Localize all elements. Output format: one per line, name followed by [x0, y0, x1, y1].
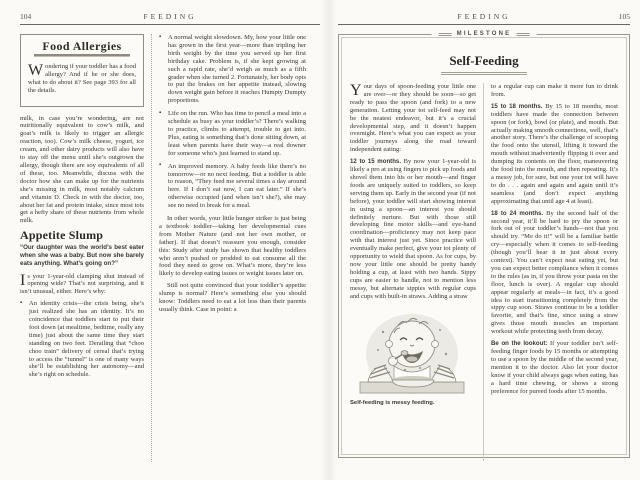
page-number-right: 105: [618, 12, 630, 21]
bullet-weight-slowdown: ▪ A normal weight slowdown. My, how your little one has grown in the first year—more than tripling her birth weight by the time you served up her first birthday cake. Problem is, if she kept growing at such a rapid rate, she’d weigh as much as a fifth grader when she turned 2. Fortunately, her body opts to put the brakes on her appetite instead, slowing down weight gain before it reaches Humpty Dumpty proportions.: [159, 34, 306, 105]
dropcap-i: I: [20, 271, 26, 289]
paragraph-18-to-24-months: 18 to 24 months. By the second half of the second year, it’ll be hard to pry the spoon or fork out of your toddler’s hands—not that you should try. “Me do it!” will be a familiar battle cry—especially when it comes to self-feeding (though you’ll hear it in just about every context). You can’t expect neat eating yet, but you can expect better compliance when it comes to the rules (as in, if you throw your pasta on the floor, lunch is over). A regular cup should appear regularly at meals—in fact, it’s a good idea to start transitioning completely from the sippy cup soon. Straws continue to be a toddler favorite, and that’s fine, since using a straw gives those mouth muscles an important workout while protecting teeth from decay.: [491, 209, 618, 336]
food-allergies-box: [20, 34, 144, 107]
paragraph-hunger-striker: In other words, your little hunger striker is just being a textbook toddler—taking her developmental cues from Mother Nature (and not her own mother, or father). If that doesn’t reassure you enough, consider this: Study after study has shown that healthy toddlers who aren’t pushed or prodded to eat consume all the food they need to grow on. What’s more, they’re less likely to develop eating issues or weight issues later on.: [159, 215, 306, 278]
page-number-left: 104: [20, 12, 32, 21]
paragraph-still-not-convinced: Still not quite convinced that your toddler’s appetite slump is normal? Here’s something else you should know: Toddlers need to eat a lot less than their parents usually think. Case in point: a: [159, 282, 306, 313]
dropcap-y: Y: [350, 83, 362, 99]
paragraph-12-to-15-months: 12 to 15 months. By now your 1-year-old is likely a pro at using fingers to pick up foods and shovel them into his or her mouth—and finger foods are uniquely suited to toddlers, so keep serving them up. Early in the second year (if not before), your toddler will start showing interest in using a spoon—an interest you should definitely nurture. But with those still developing fine motor skills—and eye-hand coordination—proficiency may not keep pace with that interest just yet. Since practice will eventually make perfect, give your tot plenty of opportunity to wield that spoon. As for cups, by now your little one should be pretty handy holding a cup, at least with two hands. Sippy cups are easier to handle, not to mention less messy, but alternate sippies with regular cups and cups with built-in straws. Adding a straw: [350, 158, 477, 300]
page-gutter-shadow: [321, 0, 337, 480]
running-head-title-left: FEEDING: [143, 12, 197, 21]
paragraph-15-to-18-months: 15 to 18 months. By 15 to 18 months, most toddlers have made the connection between spoon (or fork), bowl (or plate), and mouth. But actually making smooth connections, well, that’s another story. There’s the challenge of scooping the food onto the utensil, lifting it toward the mouth without inadvertently flipping it over and dumping its contents on the floor, maneuvering the food into the mouth, and then repeating. It’s a messy job, for sure, but one your tot will have to do . . . again and again and again until it’s seamless (and don’t expect anything approximating that until age 4 at least).: [491, 102, 618, 205]
milestone-inner-frame: [341, 37, 627, 455]
bullet-life-on-run: ▪ Life on the run. Who has time to pencil a meal into a schedule as busy as your toddler’s? There’s walking to practice, climbs to attempt, trouble to get into. Plus, eating is something that’s done sitting down, at least when parents have their way—a real downer for someone who’s just learned to stand up.: [159, 109, 306, 157]
paragraph-milk: milk, in case you’re wondering, are not nutritionally equivalent to cow’s milk, and goat’s milk is likely to trigger an allergic reaction, too). Cow’s milk cheese, yogurt, ice cream, and other dairy products will also have to stay off the menu until she’s outgrown the allergy, though there are soy equivalents of all of these, too. Meanwhile, discuss with the doctor how she can make up for the nutrients she’s missing in milk, most notably calcium and vitamin D. Check in with the doctor, too, about her fat and protein intake, since most tots get a hefty share of these nutrients from whole milk.: [20, 114, 144, 225]
title-rule: [34, 54, 130, 57]
lead-in-lookout: Be on the lookout:: [491, 340, 548, 348]
lead-in-12-15: 12 to 15 months.: [350, 158, 402, 166]
food-allergies-text: Wondering if your toddler has a food allergy? And if he or she does, what to do about it? See page 393 for all the details.: [28, 61, 136, 94]
running-header-right: [338, 12, 630, 25]
bullet-icon: ▪: [159, 109, 162, 116]
dropcap-w: W: [28, 61, 44, 79]
bullet-icon: ▪: [159, 162, 162, 169]
label-tick-left: [439, 33, 452, 36]
reader-quote: “Our daughter was the world’s best eater when she was a baby. But now she barely eats anything. What’s going on?”: [20, 244, 144, 267]
illustration-caption: Self-feeding is messy feeding.: [350, 400, 435, 407]
book-page-104: [20, 12, 320, 470]
label-tick-right: [516, 33, 529, 36]
milestone-column-1: [350, 83, 484, 461]
bullet-identity-crisis: ▪ An identity crisis—the crisis being, she’s just realized she has an identity. It’s no coincidence that toddlers start to put their foot down (at mealtime, bedtime, really any time) just about the same time they start standing on two feet. Derailing that “choo choo train” delivery of cereal that’s trying to access the “tunnel” is one of many ways she’ll be establishing her autonomy—and she’s right on schedule.: [20, 299, 144, 379]
bullet-icon: ▪: [159, 34, 162, 40]
milestone-column-2: [484, 83, 618, 461]
running-header-left: [20, 12, 320, 25]
book-page-105: [338, 12, 630, 470]
lead-in-18-24: 18 to 24 months.: [491, 209, 544, 217]
left-page-column-1: [20, 34, 152, 462]
milestone-label: MILESTONE: [432, 31, 537, 37]
paragraph-be-on-lookout: Be on the lookout: If your toddler isn’t self-feeding finger foods by 15 months or attempting to use a spoon by the middle of the second year, mention it to the doctor. Also let your doctor know if your child always gags when eating, has a hard time chewing, or shows a strong preference for pureed foods after 15 months.: [491, 340, 618, 395]
lead-in-15-18: 15 to 18 months.: [491, 102, 543, 110]
running-head-title-right: FEEDING: [457, 12, 511, 21]
heading-appetite-slump: Appetite Slump: [20, 228, 104, 243]
milestone-box: [338, 31, 630, 458]
paragraph-continuation: to a regular cup can make it more fun to drink from.: [491, 83, 618, 98]
paragraph-clamping: Is your 1-year-old clamping shut instead of opening wide? That’s not surprising, and it isn’t unusual, either. Here’s why:: [20, 271, 144, 296]
food-allergies-title: Food Allergies: [42, 39, 122, 53]
milestone-title: Self-Feeding: [441, 53, 526, 75]
baby-eating-illustration: [350, 306, 476, 398]
left-page-column-2: [152, 34, 306, 462]
paragraph-spoon-feeding-intro: Your days of spoon-feeding your little one are over—or they should be soon—so get ready to pass the spoon (and fork) to a new generation. Letting your tot self-feed may not be the neatest endeavor, but it’s a crucial developmental step, and it doesn’t happen overnight. Here’s what you can expect as your toddler journeys along the road toward independent eating:: [350, 83, 476, 154]
bullet-icon: ▪: [20, 299, 23, 306]
bullet-improved-memory: ▪ An improved memory. A baby feeds like there’s no tomorrow—or no next feeding. But a toddler is able to reason, “They feed me several times a day around here. If I don’t eat now, I can eat later.” If she’s otherwise occupied (and when isn’t she?), she may see no need to break for a meal.: [159, 162, 306, 210]
